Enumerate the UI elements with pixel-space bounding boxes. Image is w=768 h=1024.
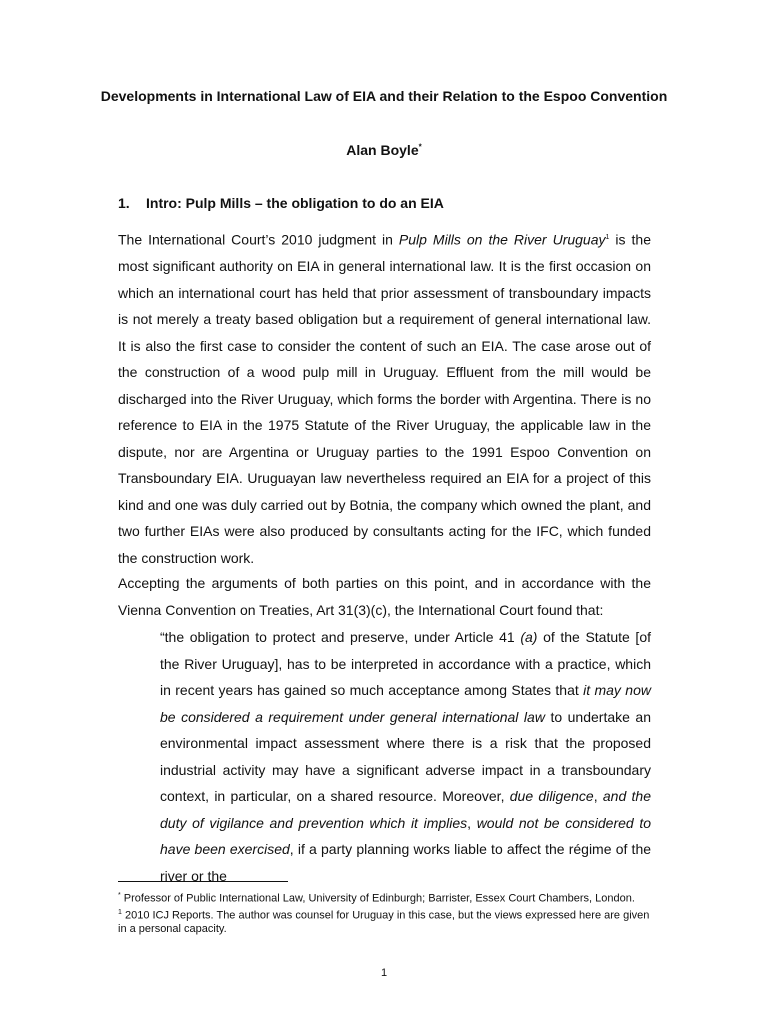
quote-italic-1: (a) [520, 629, 538, 645]
quote-text-2: of the Statute [of the River Uruguay], has to be interpreted in accordance with a practice, which in recent years has gained so much acceptance among States that [160, 629, 651, 698]
author-name: Alan Boyle [346, 142, 419, 158]
quote-text-3: to undertake an environmental impact assessment where there is a risk that the proposed industrial activity may have a significant adverse impact in a transboundary context, in particular, on a shared resource. Moreover, [160, 708, 651, 804]
paragraph-1-text-a: The International Court’s 2010 judgment in [118, 231, 399, 248]
footnote-1 [118, 906, 651, 937]
footnote-star-text: Professor of Public International Law, University of Edinburgh; Barrister, Essex Court Chambers, London. [120, 892, 635, 905]
paragraph-1-text-b: is the most significant authority on EIA in general international law. It is the first occasion on which an international court has held that prior assessment of transboundary impacts is not merely a treaty based obligation but a requirement of general international law. It is also the first case to consider the content of such an EIA. The case arose out of the construction of a wood pulp mill in Uruguay. Effluent from the mill would be discharged into the River Uruguay, which forms the border with Argentina. There is no reference to EIA in the 1975 Statute of the River Uruguay, the applicable law in the dispute, nor are Argentina or Uruguay parties to the 1991 Espoo Convention on Transboundary EIA. Uruguayan law nevertheless required an EIA for a project of this kind and one was duly carried out by Botnia, the company which owned the plant, and two further EIAs were also produced by consultants acting for the IFC, which funded the construction work. [118, 231, 651, 566]
case-name: Pulp Mills on the River Uruguay [398, 231, 606, 248]
quote-italic-2: it may now be considered a requirement under general international law [160, 682, 651, 725]
footnotes [118, 889, 651, 936]
section-number: 1. [118, 195, 130, 211]
quote-italic-3: due diligence [509, 788, 594, 804]
section-heading-text: Intro: Pulp Mills – the obligation to do an EIA [146, 195, 444, 211]
quote-text-4: , [593, 788, 603, 804]
quote-text-1: “the obligation to protect and preserve, under Article 41 [160, 629, 521, 645]
footnote-1-mark: 1 [118, 908, 122, 916]
quote-italic-4: and the duty of vigilance and prevention which it implies [160, 788, 651, 831]
quote-italic-5: would not be considered to have been exercised [160, 814, 652, 857]
footnote-author [118, 889, 651, 906]
author-footnote-mark: * [418, 142, 422, 152]
section-heading [118, 195, 444, 211]
author-line [0, 142, 768, 158]
footnote-1-text: 2010 ICJ Reports. The author was counsel for Uruguay in this case, but the views expressed here are given in a personal capacity. [118, 909, 650, 936]
quote-text-6: , if a party planning works liable to affect the régime of the river or the [160, 841, 652, 884]
document-title: Developments in International Law of EIA and their Relation to the Espoo Convention [100, 88, 668, 104]
footnote-ref-1: 1 [605, 234, 610, 241]
footnote-star-mark: * [118, 892, 121, 899]
block-quote [160, 624, 651, 889]
page-number: 1 [380, 967, 388, 979]
quote-text-5: , [467, 814, 477, 831]
footnote-divider [118, 881, 288, 882]
paragraph-2: Accepting the arguments of both parties on this point, and in accordance with the Vienna Convention on Treaties, Art 31(3)(c), the International Court found that: [118, 575, 651, 618]
paragraph-1 [118, 225, 651, 571]
